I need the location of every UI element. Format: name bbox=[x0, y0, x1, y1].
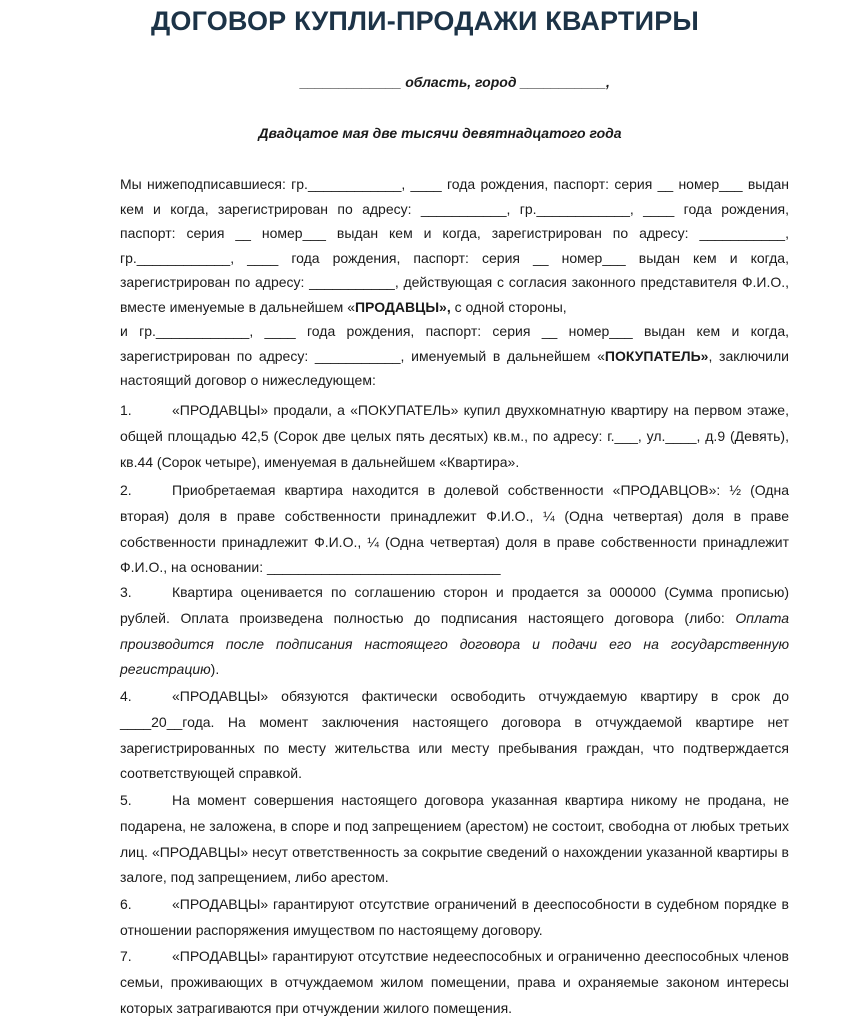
clause-text: «ПРОДАВЦЫ» продали, а «ПОКУПАТЕЛЬ» купил двухкомнатную квартиру на первом этаже, общей площадью 42,5 (Сорок две целых пять десятых) кв.м., по адресу: г.___, ул.____, д.9 (Девять), кв.44 (Сорок четыре), именуемая в дальнейшем «Квартира». bbox=[120, 402, 789, 470]
clause-2 bbox=[120, 478, 789, 581]
clause-text: На момент совершения настоящего договора указанная квартира никому не продана, не подарена, не заложена, в споре и под запрещением (арестом) не состоит, свободна от любых третьих лиц. «ПРОДАВЦЫ» несут ответственность за сокрытие сведений о нахождении указанной квартиры в залоге, под запрещением, либо арестом. bbox=[120, 792, 789, 886]
clause-number: 7. bbox=[120, 948, 132, 964]
clause-7 bbox=[120, 944, 789, 1021]
clause-4 bbox=[120, 684, 789, 787]
clause-number: 4. bbox=[120, 688, 132, 704]
buyer-label: ПОКУПАТЕЛЬ» bbox=[604, 347, 709, 364]
clause-3 bbox=[120, 580, 789, 683]
sellers-label: ПРОДАВЦЫ», bbox=[354, 298, 451, 315]
clause-text: Квартира оценивается по соглашению сторон и продается за 000000 (Сумма прописью) рублей. Оплата произведена полностью до подписания настоящего договора (либо: bbox=[120, 584, 789, 626]
clause-number: 1. bbox=[120, 402, 132, 418]
intro-text-4: , заключили настоящий договор о нижеследующем: bbox=[120, 347, 789, 388]
clause-5 bbox=[120, 788, 789, 891]
intro-sellers bbox=[120, 172, 789, 319]
place-line: _____________ область, город ___________, bbox=[300, 74, 610, 90]
document-title: ДОГОВОР КУПЛИ-ПРОДАЖИ КВАРТИРЫ bbox=[150, 6, 700, 36]
intro-text-2: с одной стороны, bbox=[450, 298, 567, 315]
intro-paragraph bbox=[120, 172, 789, 393]
intro-buyer bbox=[120, 319, 789, 393]
clause-1 bbox=[120, 398, 789, 475]
intro-text-3: и гр.____________, ____ года рождения, паспорт: серия __ номер___ выдан кем и когда, зарегистрирован по адресу: ___________, именуемый в дальнейшем « bbox=[120, 323, 789, 364]
clause-number: 6. bbox=[120, 896, 132, 912]
clause-text: «ПРОДАВЦЫ» гарантируют отсутствие ограничений в дееспособности в судебном порядке в отношении распоряжения имуществом по настоящему договору. bbox=[120, 896, 789, 938]
clause-number: 3. bbox=[120, 584, 132, 600]
clause-text: Приобретаемая квартира находится в долевой собственности «ПРОДАВЦОВ»: ½ (Одна вторая) доля в праве собственности принадлежит Ф.И.О., ¼ (Одна четвертая) доля в праве собственности принадлежит Ф.И.О., ¼ (Одна четвертая) доля в праве собственности принадлежит Ф.И.О., на основании: ______________________________ bbox=[120, 482, 789, 576]
clause-text: «ПРОДАВЦЫ» гарантируют отсутствие недееспособных и ограниченно дееспособных членов семьи, проживающих в отчуждаемом жилом помещении, права и охраняемые законом интересы которых затрагиваются при отчуждении жилого помещения. bbox=[120, 948, 789, 1016]
clause-number: 5. bbox=[120, 792, 132, 808]
clause-number: 2. bbox=[120, 482, 132, 498]
date-line: Двадцатое мая две тысячи девятнадцатого года bbox=[258, 125, 622, 141]
clause-italic-text: Оплата производится после подписания настоящего договора и подачи его на государственную регистрацию bbox=[120, 609, 789, 678]
clause-tail: ). bbox=[210, 661, 220, 678]
clause-6 bbox=[120, 892, 789, 944]
clause-text: «ПРОДАВЦЫ» обязуются фактически освободить отчуждаемую квартиру в срок до ____20__года. На момент заключения настоящего договора в отчуждаемой квартире нет зарегистрированных по месту жительства или месту пребывания граждан, что подтверждается соответствующей справкой. bbox=[120, 688, 789, 782]
intro-text: Мы нижеподписавшиеся: гр.____________, ____ года рождения, паспорт: серия __ номер___ выдан кем и когда, зарегистрирован по адресу: ___________, гр.____________, ____ года рождения, паспорт: серия __ номер___ выдан кем и когда, зарегистрирован по адресу: ___________, гр.____________, ____ года рождения, паспорт: серия __ номер___ выдан кем и когда, зарегистрирован по адресу: ___________, действующая с согласия законного представителя Ф.И.О., вместе именуемые в дальнейшем « bbox=[120, 176, 789, 315]
